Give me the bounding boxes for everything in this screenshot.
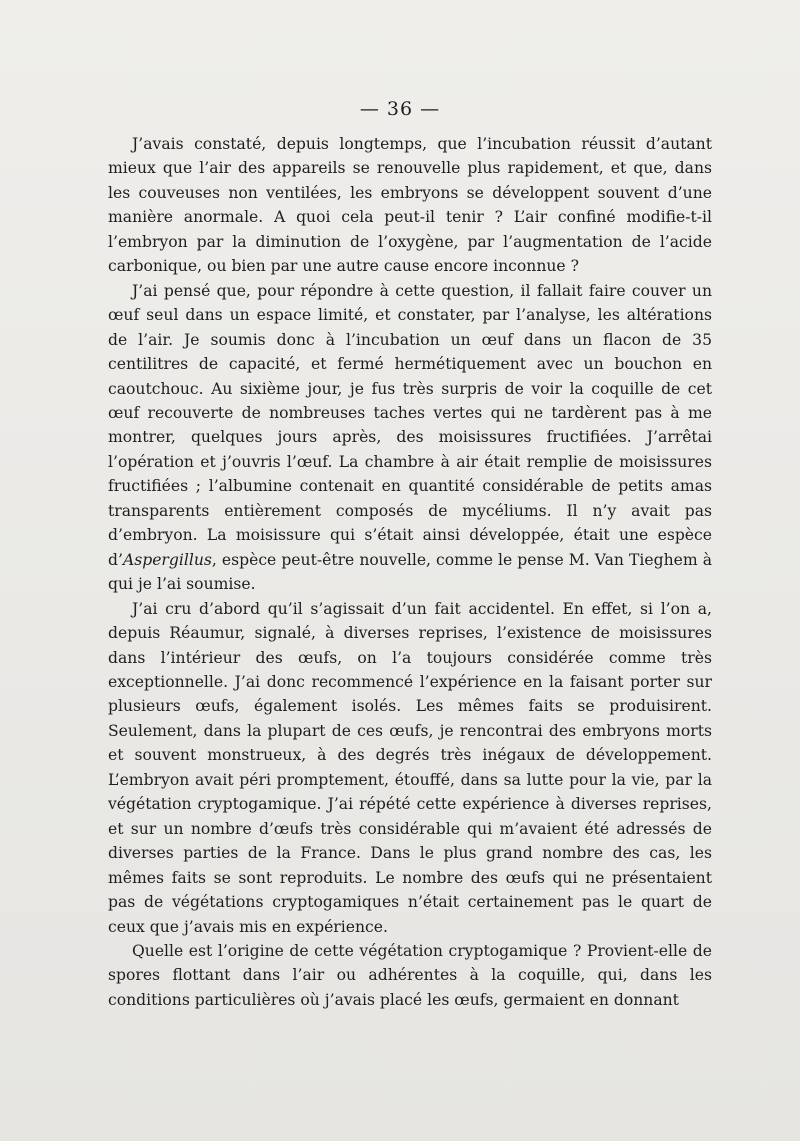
paragraph-1 [108,132,712,279]
paragraph-text: Quelle est l’origine de cette végétation cryptogamique ? Provient-elle de spores flottant dans l’air ou adhérentes à la coquille, qui, dans les conditions particulières où j’avais placé les œufs, germaient en donnant [108,941,712,1009]
paragraph-4 [108,939,712,1012]
body-text [108,132,712,1012]
page-number: — 36 — [359,98,441,120]
paragraph-text: J’avais constaté, depuis longtemps, que l’incubation réussit d’autant mieux que l’air des appareils se renouvelle plus rapidement, et que, dans les couveuses non ventilées, les embryons se développent souvent d’une manière anormale. A quoi cela peut-il tenir ? L’air confiné modifie-t-il l’embryon par la diminution de l’oxygène, par l’augmentation de l’acide carbonique, ou bien par une autre cause encore inconnue ? [108,135,712,276]
paragraph-text: , espèce peut-être nouvelle, comme le pense M. Van Tieghem à qui je l’ai soumise. [108,550,712,594]
paragraph-3 [108,597,712,939]
species-name: Aspergillus [122,550,212,569]
paragraph-2 [108,279,712,597]
paragraph-text: J’ai pensé que, pour répondre à cette question, il fallait faire couver un œuf seul dans un espace limité, et constater, par l’analyse, les altérations de l’air. Je soumis donc à l’incubation un œuf dans un flacon de 35 centilitres de capacité, et fermé hermétiquement avec un bouchon en caoutchouc. Au sixième jour, je fus très surpris de voir la coquille de cet œuf recouverte de nombreuses taches vertes qui ne tardèrent pas à me montrer, quelques jours après, des moisissures fructifiées. J’arrêtai l’opération et j’ouvris l’œuf. La chambre à air était remplie de moisissures fructifiées ; l’albumine contenait en quantité considérable de petits amas transparents entièrement composés de mycéliums. Il n’y avait pas d’embryon. La moisissure qui s’était ainsi développée, était une espèce d’ [108,281,712,569]
paragraph-text: J’ai cru d’abord qu’il s’agissait d’un fait accidentel. En effet, si l’on a, depuis Réaumur, signalé, à diverses reprises, l’existence de moisissures dans l’intérieur des œufs, on l’a toujours considérée comme très exceptionnelle. J’ai donc recommencé l’expérience en la faisant porter sur plusieurs œufs, également isolés. Les mêmes faits se produisirent. Seulement, dans la plupart de ces œufs, je rencontrai des embryons morts et souvent monstrueux, à des degrés très inégaux de développement. L’embryon avait péri promptement, étouffé, dans sa lutte pour la vie, par la végétation cryptogamique. J’ai répété cette expérience à diverses reprises, et sur un nombre d’œufs très considérable qui m’avaient été adressés de diverses parties de la France. Dans le plus grand nombre des cas, les mêmes faits se sont reproduits. Le nombre des œufs qui ne présentaient pas de végétations cryptogamiques n’était certainement pas le quart de ceux que j’avais mis en expérience. [108,599,712,936]
